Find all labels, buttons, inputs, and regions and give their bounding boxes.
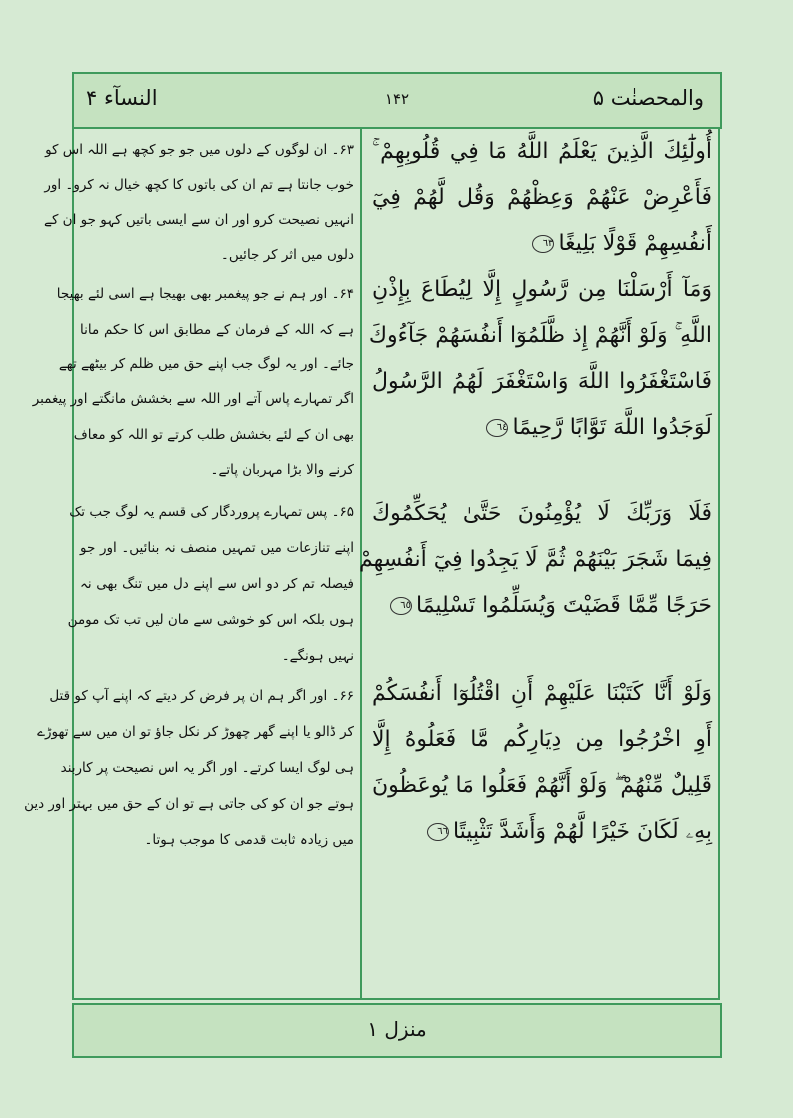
ayah-number-marker: ٦٥ bbox=[390, 597, 412, 615]
arabic-line-text: فِيمَا شَجَرَ بَيْنَهُمْ ثُمَّ لَا يَجِدُوا فِيٓ أَنفُسِهِمْ bbox=[358, 547, 712, 572]
urdu-line: ہے کہ اللہ کے فرمان کے مطابق اس کا حکم مانا bbox=[80, 322, 354, 338]
ayah-number-marker: ٦٤ bbox=[486, 419, 508, 437]
urdu-line: ہوں بلکہ اس کو خوشی سے مان لیں تب تک مومن bbox=[67, 612, 354, 628]
arabic-line bbox=[372, 499, 712, 529]
arabic-line bbox=[372, 275, 712, 305]
urdu-line: ۶۶۔ اور اگر ہم ان پر فرض کر دیتے کہ اپنے آپ کو قتل bbox=[49, 688, 354, 704]
arabic-line-text: فَلَا وَرَبِّكَ لَا يُؤْمِنُونَ حَتَّىٰ يُحَكِّمُوكَ bbox=[372, 501, 712, 526]
arabic-line-text: فَاسْتَغْفَرُوا اللَّهَ وَاسْتَغْفَرَ لَهُمُ الرَّسُولُ bbox=[372, 369, 712, 394]
juz-name: والمحصنٰت ۵ bbox=[592, 86, 704, 110]
urdu-line: جائے۔ اور یہ لوگ جب اپنے حق میں ظلم کر بیٹھے تھے bbox=[58, 356, 354, 372]
urdu-line: کر ڈالو یا اپنے گھر چھوڑ کر نکل جاؤ تو ان میں سے تھوڑے bbox=[37, 724, 354, 740]
arabic-line bbox=[372, 183, 712, 213]
urdu-line: بھی ان کے لئے بخشش طلب کرتے تو اللہ کو معاف bbox=[73, 427, 354, 443]
urdu-line: ۶۳۔ ان لوگوں کے دلوں میں جو جو کچھ ہے اللہ اس کو bbox=[45, 142, 354, 158]
arabic-line-text: بِهِۦ لَكَانَ خَيْرًا لَّهُمْ وَأَشَدَّ تَثْبِيتًا bbox=[452, 819, 712, 844]
arabic-line bbox=[372, 771, 712, 801]
urdu-line: اپنے تنازعات میں تمہیں منصف نہ بنائیں۔ اور جو bbox=[80, 540, 354, 556]
arabic-line bbox=[372, 591, 712, 621]
arabic-line-text: أَوِ اخْرُجُوا مِن دِيَارِكُم مَّا فَعَلُوهُ إِلَّا bbox=[372, 727, 712, 752]
page-footer bbox=[72, 1003, 722, 1058]
urdu-line: اگر تمہارے پاس آتے اور اللہ سے بخشش مانگتے اور پیغمبر bbox=[32, 391, 354, 407]
arabic-line-text: وَلَوْ أَنَّا كَتَبْنَا عَلَيْهِمْ أَنِ اقْتُلُوٓا أَنفُسَكُمْ bbox=[372, 681, 712, 706]
arabic-line bbox=[372, 137, 712, 167]
arabic-line-text: لَوَجَدُوا اللَّهَ تَوَّابًا رَّحِيمًا bbox=[512, 415, 712, 440]
urdu-line: ۶۴۔ اور ہم نے جو پیغمبر بھی بھیجا ہے اسی لئے بھیجا bbox=[56, 286, 354, 302]
page-header bbox=[72, 72, 722, 129]
urdu-line: ۶۵۔ پس تمہارے پروردگار کی قسم یہ لوگ جب تک bbox=[69, 504, 354, 520]
urdu-line: انہیں نصیحت کرو اور ان سے ایسی باتیں کہو جو ان کے bbox=[44, 212, 354, 228]
arabic-line-text: قَلِيلٌ مِّنْهُمْ ۖ وَلَوْ أَنَّهُمْ فَعَلُوا مَا يُوعَظُونَ bbox=[372, 773, 712, 798]
urdu-line: ہوتے جو ان کو کی جاتی ہے تو ان کے حق میں بہتر اور دین bbox=[24, 796, 354, 812]
manzil-label: منزل ۱ bbox=[367, 1017, 427, 1041]
urdu-line: دلوں میں اثر کر جائیں۔ bbox=[220, 247, 354, 263]
arabic-line bbox=[372, 413, 712, 443]
arabic-line-text: وَمَآ أَرْسَلْنَا مِن رَّسُولٍ إِلَّا لِيُطَاعَ بِإِذْنِ bbox=[372, 277, 712, 302]
arabic-line-text: أَنفُسِهِمْ قَوْلًا بَلِيغًا bbox=[558, 231, 712, 256]
urdu-line: میں زیادہ ثابت قدمی کا موجب ہوتا۔ bbox=[144, 832, 354, 848]
arabic-line bbox=[372, 725, 712, 755]
arabic-line bbox=[372, 817, 712, 847]
ayah-number-marker: ٦٣ bbox=[532, 235, 554, 253]
arabic-line bbox=[372, 367, 712, 397]
arabic-line bbox=[368, 321, 712, 351]
ayah-number-marker: ٦٦ bbox=[427, 823, 449, 841]
arabic-line bbox=[372, 679, 712, 709]
page-number: ۱۴۲ bbox=[384, 90, 410, 108]
arabic-line-text: اللَّهِ ۚ وَلَوْ أَنَّهُمْ إِذ ظَّلَمُوٓا أَنفُسَهُمْ جَآءُوكَ bbox=[368, 323, 712, 348]
surah-name: النسآء ۴ bbox=[86, 86, 158, 110]
urdu-line: ہی لوگ ایسا کرتے۔ اور اگر یہ اس نصیحت پر کاربند bbox=[60, 760, 354, 776]
urdu-line: کرنے والا بڑا مہربان پاتے۔ bbox=[210, 462, 354, 478]
arabic-line bbox=[358, 545, 712, 575]
arabic-line-text: فَأَعْرِضْ عَنْهُمْ وَعِظْهُمْ وَقُل لَّهُمْ فِيٓ bbox=[372, 185, 712, 210]
urdu-line: خوب جانتا ہے تم ان کی باتوں کا کچھ خیال نہ کرو۔ اور bbox=[44, 177, 354, 193]
arabic-line-text: حَرَجًا مِّمَّا قَضَيْتَ وَيُسَلِّمُوا تَسْلِيمًا bbox=[415, 593, 712, 618]
arabic-line-text: أُولَٰٓئِكَ الَّذِينَ يَعْلَمُ اللَّهُ مَا فِي قُلُوبِهِمْ ۚ bbox=[372, 139, 712, 164]
urdu-line: فیصلہ تم کر دو اس سے اپنے دل میں تنگ بھی نہ bbox=[80, 576, 354, 592]
arabic-line bbox=[372, 229, 712, 259]
urdu-line: نہیں ہونگے۔ bbox=[281, 648, 354, 664]
